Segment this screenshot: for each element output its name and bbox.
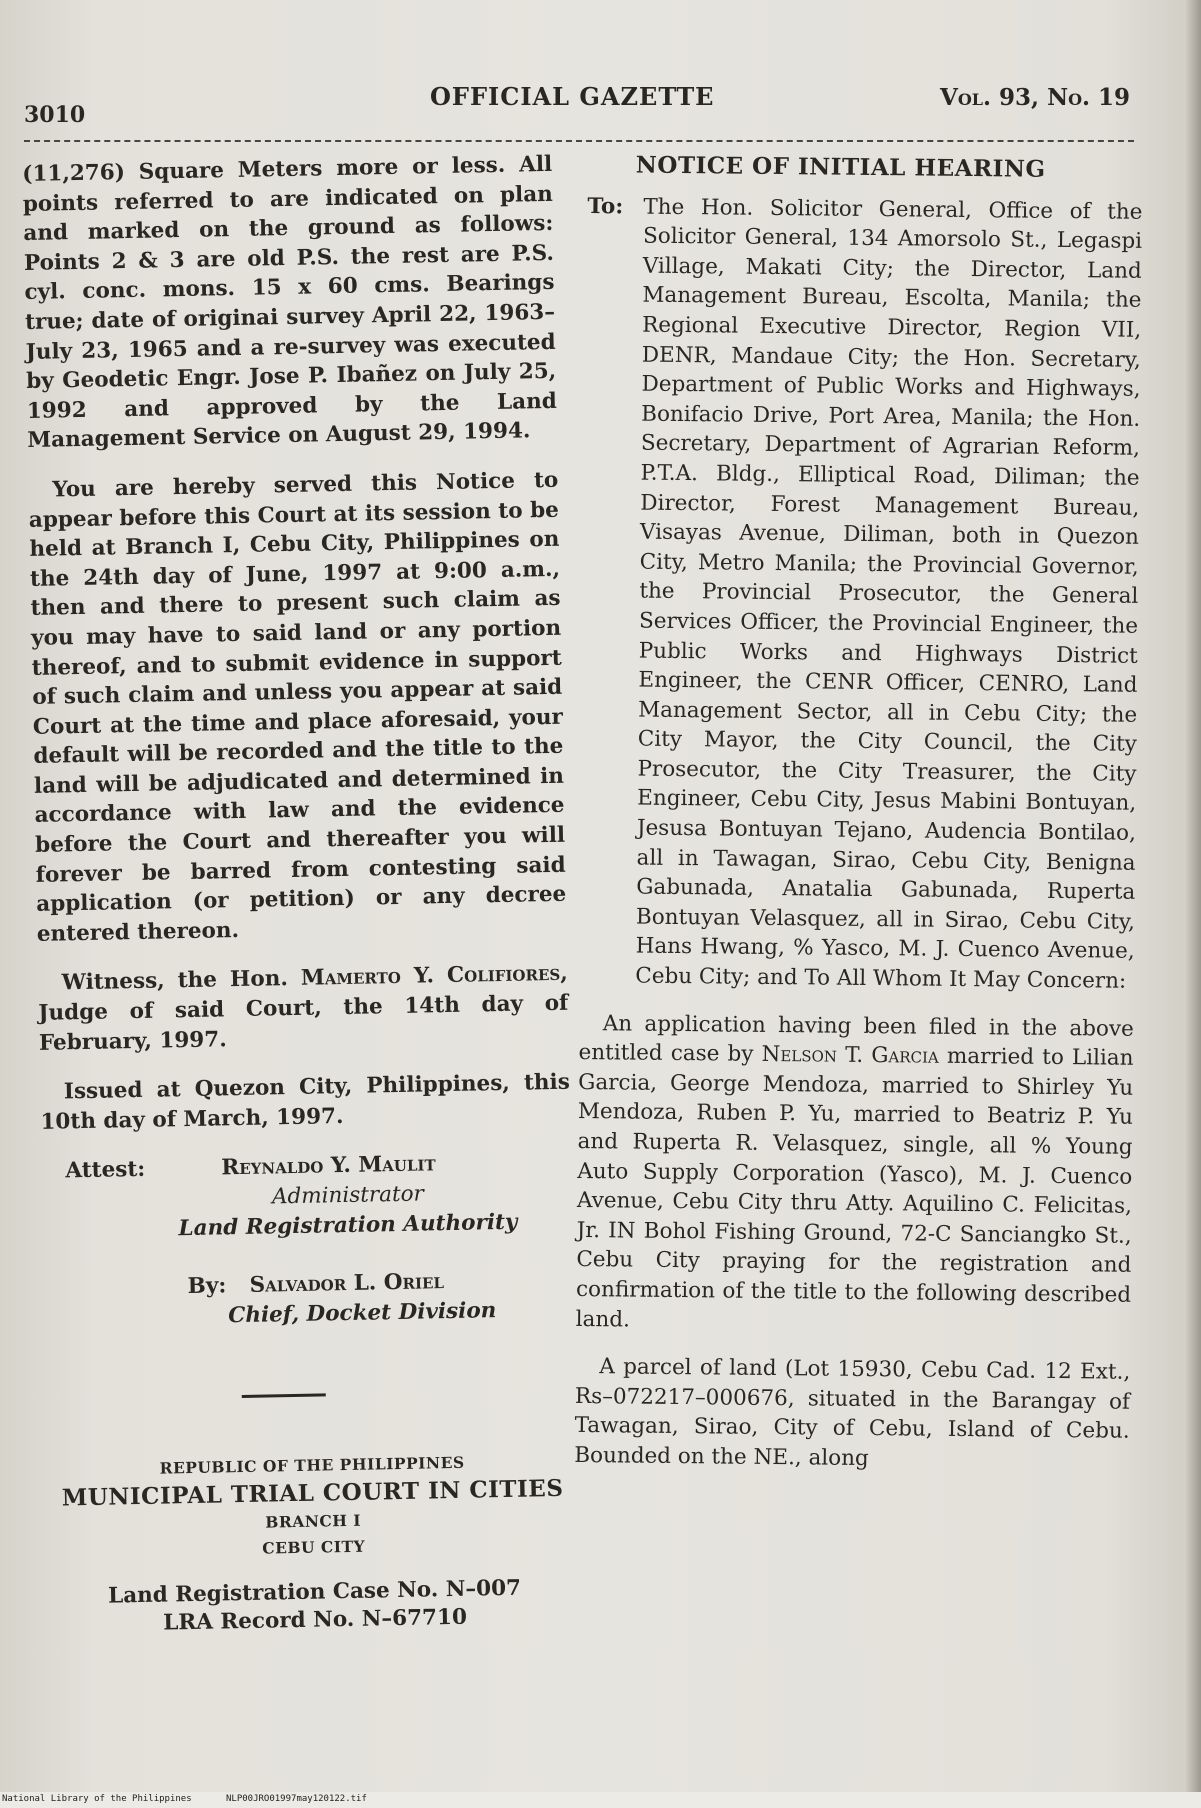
notice-title: NOTICE OF INITIAL HEARING xyxy=(635,151,1046,183)
case-number: Land Registration Case No. N–007 xyxy=(107,1576,522,1610)
court-city: CEBU CITY xyxy=(262,1537,366,1559)
page-edge-shadow xyxy=(1185,0,1201,1808)
attest-organization: Land Registration Authority xyxy=(178,1210,518,1242)
witness-prefix: Witness, the Hon. xyxy=(61,966,302,996)
by-label: By: xyxy=(187,1273,227,1300)
gazette-title: OFFICIAL GAZETTE xyxy=(430,82,715,111)
witness-suffix: Judge of said Court, the 14th day of February, 1997. xyxy=(38,990,569,1056)
header-rule xyxy=(24,140,1134,142)
application-paragraph xyxy=(576,1009,1134,1340)
case-info xyxy=(49,1574,580,1640)
addressees-text: The Hon. Solicitor General, Office of the Solicitor General, 134 Amorsolo St., Legaspi Village, Makati City; the Director, Land Management Bureau, Escolta, Manila; the Regional Executive Director, Region VII, DENR, Mandaue City; the Hon. Secretary, Department of Public Works and Highways, Bonifacio Drive, Port Area, Manila; the Hon. Secretary, Department of Agrarian Reform, P.T.A. Bldg., Elliptical Road, Diliman; the Director, Forest Management Bureau, Visayas Avenue, Diliman, both in Quezon City, Metro Manila; the Provincial Governor, the Provincial Prosecutor, the General Services Officer, the Provincial Engineer, the Public Works and Highways District Engineer, the CENR Officer, CENRO, Land Management Sector, all in Cebu City; the City Mayor, the City Council, the City Prosecutor, the City Treasurer, the City Engineer, Cebu City, Jesus Mabini Bontuyan, Jesusa Bontuyan Tejano, Audencia Bontilao, all in Tawagan, Sirao, Cebu City, Benigna Gabunada, Anatalia Gabunada, Ruperta Bontuyan Velasquez, all in Sirao, Cebu City, Hans Hwang, % Yasco, M. J. Cuenco Avenue, Cebu City; and To All Whom It May Concern: xyxy=(635,194,1143,994)
application-suffix: married to Lilian Garcia, George Mendoza, married to Shirley Yu Mendoza, Ruben P. Yu, married to Beatriz P. Yu and Ruperta R. Velasquez, single, all % Young Auto Supply Corporation (Yasco), M. J. Cuenco Avenue, Cebu City thru Atty. Aquilino C. Felicitas, Jr. IN Bohol Fishing Ground, 72-C Sanciangko St., Cebu City praying for the registration and confirmation of the title to the following described land. xyxy=(575,1043,1134,1333)
attest-label: Attest: xyxy=(65,1157,146,1184)
right-column xyxy=(574,150,1143,1476)
footer-file: NLP00JRO01997may120122.tif xyxy=(226,1794,367,1804)
attest-role: Administrator xyxy=(271,1181,425,1210)
witness-judge-name: Mamerto Y. Colifiores, xyxy=(300,961,568,992)
footer-library: National Library of the Philippines xyxy=(2,1794,192,1804)
court-heading xyxy=(47,1448,579,1566)
court-name: MUNICIPAL TRIAL COURT IN CITIES xyxy=(61,1475,564,1512)
to-label: To: xyxy=(587,193,624,219)
court-republic: REPUBLIC OF THE PHILIPPINES xyxy=(159,1453,465,1479)
issued-paragraph: Issued at Quezon City, Philippines, this 10th day of March, 1997. xyxy=(40,1069,571,1135)
survey-paragraph: (11,276) Square Meters more or less. All points referred to are indicated on plan and marked on the ground as follows: Points 2 & 3 are old P.S. the rest are P.S. cyl. conc. mons. 15 x 60 cms. Bearings true; date of originai survey April 22, 1963–July 23, 1965 and a re-survey was executed by Geodetic Engr. Jose P. Ibañez on July 25, 1992 and approved by the Land Management Service on August 29, 1994. xyxy=(22,151,557,454)
attest-name: Reynaldo Y. Maulit xyxy=(221,1151,436,1181)
court-branch: BRANCH I xyxy=(265,1511,362,1532)
by-name: Salvador L. Oriel xyxy=(249,1269,445,1299)
witness-paragraph xyxy=(38,959,570,1058)
page-header xyxy=(0,78,1201,128)
notice-paragraph xyxy=(28,466,567,950)
section-divider xyxy=(242,1394,326,1399)
parcel-paragraph: A parcel of land (Lot 15930, Cebu Cad. 12 Ext., Rs–072217–000676, situated in the Barangay of Tawagan, Sirao, City of Cebu, Island of Cebu. Bounded on the NE., along xyxy=(574,1354,1131,1471)
notice-paragraph-text: You are hereby served this Notice to appear before this Court at its session to be held at Branch I, Cebu City, Philippines on the 24th day of June, 1997 at 9:00 a.m., then and there to present such claim as you may have to said land or any portion thereof, and to submit evidence in support of such claim and unless you appear at said Court at the time and place aforesaid, your default will be recorded and the title to the land will be adjudicated and determined in accordance with law and the evidence before the Court and thereafter you will forever be barred from contesting said application (or petition) or any decree entered thereon. xyxy=(28,467,567,947)
applicant-name: Nelson T. Garcia xyxy=(761,1042,939,1069)
attest-signature-block xyxy=(41,1147,575,1367)
addressees-block xyxy=(579,192,1142,997)
page-number: 3010 xyxy=(24,102,86,128)
application-prefix: An application having been filed in the above entitled case by xyxy=(578,1010,1134,1068)
lra-record-number: LRA Record No. N–67710 xyxy=(162,1605,468,1636)
scan-footer xyxy=(0,1792,1201,1808)
by-role: Chief, Docket Division xyxy=(227,1298,497,1329)
left-column xyxy=(22,150,580,1640)
volume-label: Vol. 93, No. 19 xyxy=(940,84,1131,111)
